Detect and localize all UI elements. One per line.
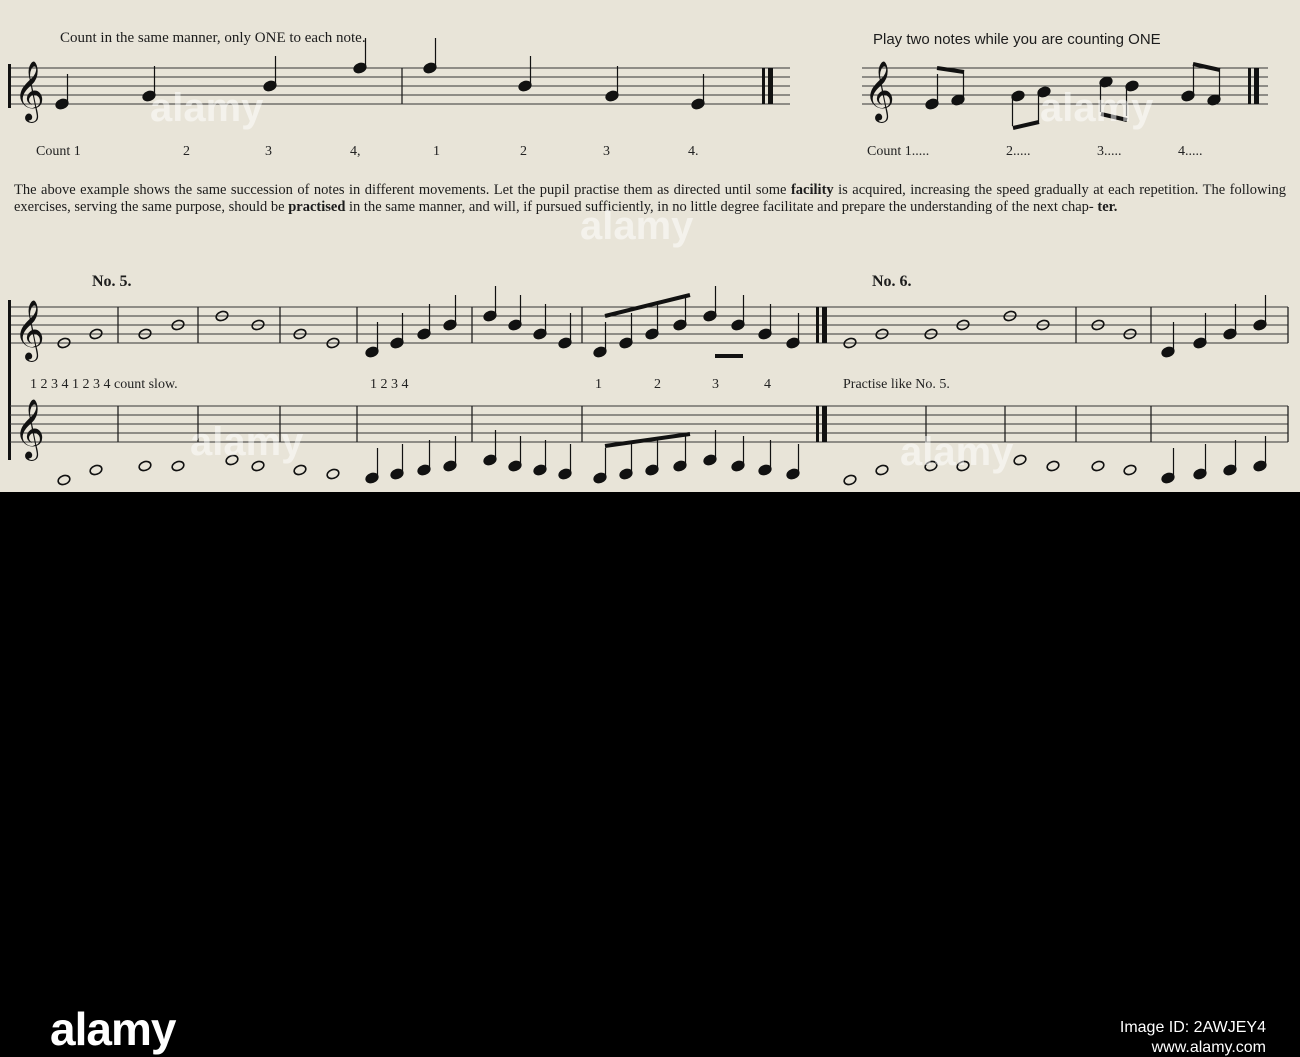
- note-low-24: [843, 474, 857, 486]
- right-instruction: Play two notes while you are counting ONE: [873, 31, 1161, 48]
- count-left-6: 3: [603, 144, 610, 159]
- watermark-3: alamy: [1040, 86, 1154, 130]
- note-low-2: [138, 460, 152, 472]
- exercise-no5-label: No. 5.: [92, 273, 132, 290]
- note-low-30: [1091, 460, 1105, 472]
- watermark-4: alamy: [190, 420, 304, 464]
- count-left-7: 4.: [688, 144, 699, 159]
- count-left-1: 2: [183, 144, 190, 159]
- note-low-7: [326, 468, 340, 480]
- note-low-1: [89, 464, 103, 476]
- site-url: www.alamy.com: [1151, 1039, 1266, 1056]
- no5-count-c-2: 3: [712, 377, 719, 392]
- treble-clef-icon: 𝄞: [14, 61, 45, 121]
- no5-count-c-3: 4: [764, 377, 771, 392]
- beam: [605, 434, 690, 446]
- count-left-5: 2: [520, 144, 527, 159]
- final-barline: [822, 406, 827, 442]
- final-barline: [816, 307, 819, 343]
- final-barline: [1248, 68, 1251, 104]
- beam: [1193, 64, 1220, 70]
- scanned-page: [0, 0, 1300, 492]
- exercise-no6-label: No. 6.: [872, 273, 912, 290]
- treble-clef-icon: 𝄞: [14, 399, 45, 459]
- paragraph-line-1: The above example shows the same succession of notes in different movements. Let the pupil practise them as directed until some: [14, 182, 787, 198]
- note-low-25: [875, 464, 889, 476]
- no5-count-b: 1 2 3 4: [370, 377, 409, 392]
- count-left-0: Count 1: [36, 144, 81, 159]
- paragraph-line-2: is acquired, increasing the speed gradually at each repetition. The following exercises, serving the same purpose, should be: [14, 182, 1287, 215]
- paragraph-line-2-bold: facility: [790, 182, 834, 198]
- final-barline: [1254, 68, 1259, 104]
- left-instruction: Count in the same manner, only ONE to each note.: [60, 30, 366, 46]
- treble-clef-icon: 𝄞: [864, 61, 895, 121]
- count-right-2: 3.....: [1097, 144, 1122, 159]
- stock-footer: [0, 492, 1300, 1056]
- note-low-3: [171, 460, 185, 472]
- watermark-2: alamy: [580, 204, 694, 248]
- note-low-31: [1123, 464, 1137, 476]
- treble-clef-icon: 𝄞: [14, 300, 45, 360]
- no6-count: Practise like No. 5.: [843, 377, 950, 392]
- count-right-3: 4.....: [1178, 144, 1203, 159]
- note-low-28: [1013, 454, 1027, 466]
- system-brace: [8, 300, 11, 460]
- paragraph-line-3: in the same manner, and will, if pursued sufficiently, in no little degree facilitate and prepare the understanding of the next chap-: [345, 199, 1094, 215]
- final-barline: [822, 307, 827, 343]
- watermark-1: alamy: [150, 86, 264, 130]
- count-left-3: 4,: [350, 144, 361, 159]
- beam: [605, 295, 690, 316]
- count-right-1: 2.....: [1006, 144, 1031, 159]
- count-right-0: Count 1.....: [867, 144, 930, 159]
- note-low-0: [57, 474, 71, 486]
- count-left-4: 1: [433, 144, 440, 159]
- brand-logo: alamy: [50, 1003, 176, 1055]
- count-left-2: 3: [265, 144, 272, 159]
- final-barline: [816, 406, 819, 442]
- watermark-5: alamy: [900, 430, 1014, 474]
- note-low-29: [1046, 460, 1060, 472]
- no5-count-c-1: 2: [654, 377, 661, 392]
- no5-count-c-0: 1: [595, 377, 602, 392]
- system-brace: [8, 64, 11, 108]
- beam: [937, 68, 964, 72]
- no5-count-a: 1 2 3 4 1 2 3 4 count slow.: [30, 377, 178, 392]
- final-barline: [768, 68, 773, 104]
- beam: [1013, 122, 1039, 128]
- final-barline: [762, 68, 765, 104]
- image-id: Image ID: 2AWJEY4: [1119, 1019, 1266, 1036]
- paragraph-line-3-bold: practised: [288, 199, 346, 215]
- paragraph-line-4-bold: ter.: [1097, 199, 1118, 215]
- note-low-6: [293, 464, 307, 476]
